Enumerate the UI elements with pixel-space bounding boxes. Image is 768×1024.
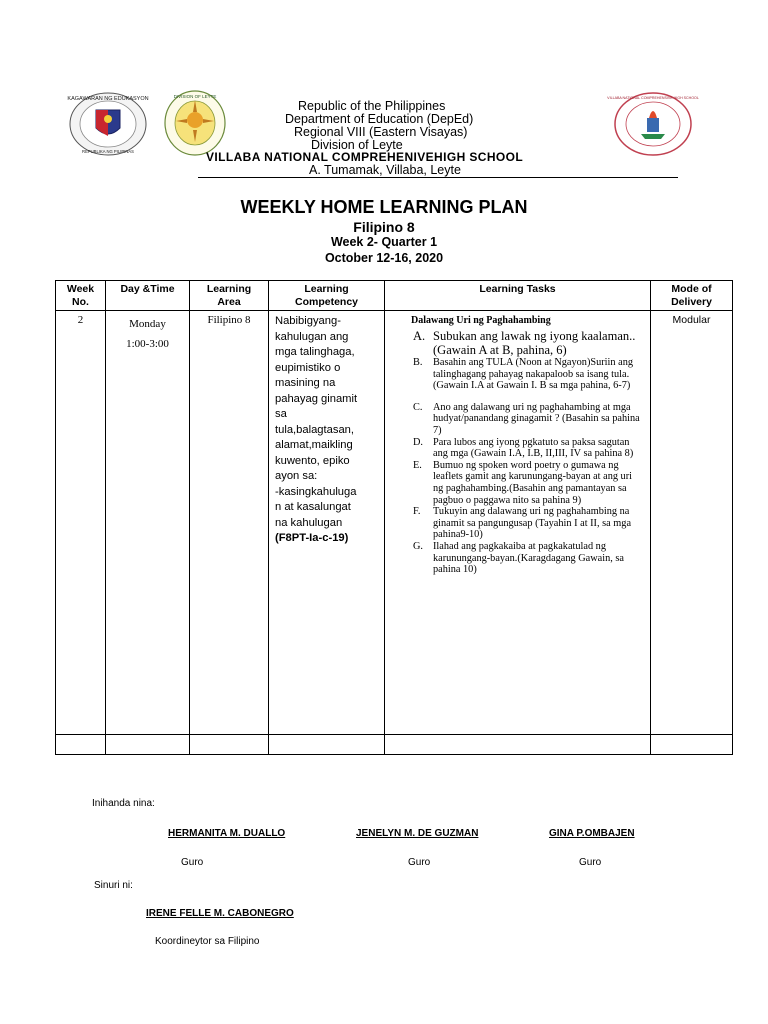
empty-cell bbox=[385, 735, 651, 755]
empty-cell bbox=[651, 735, 733, 755]
prepared-by-label: Inihanda nina: bbox=[92, 798, 155, 809]
tasks-title: Dalawang Uri ng Paghahambing bbox=[411, 315, 551, 326]
checked-by-label: Sinuri ni: bbox=[94, 880, 133, 891]
task-item: G. Ilahad ang pagkakaiba at pagkakatulad ng karunungang-bayan.(Karagdagang Gawain, sa pahina 10) bbox=[413, 540, 624, 576]
teacher-name-2: JENELYN M. DE GUZMAN bbox=[356, 828, 479, 839]
competency-line: -kasingkahuluga bbox=[275, 485, 357, 498]
day-label: Monday bbox=[129, 318, 166, 330]
competency-line: eupimistiko o bbox=[275, 361, 341, 374]
competency-line: alamat,maikling bbox=[275, 439, 353, 451]
competency-line: ayon sa: bbox=[275, 470, 318, 482]
task-item: D. Para lubos ang iyong pgkatuto sa paksa sagutan ang mga (Gawain I.A, I.B, II,III, IV sa pahina 8) bbox=[413, 436, 634, 460]
empty-cell bbox=[106, 735, 190, 755]
table-row-empty bbox=[56, 735, 733, 755]
cell-learning-tasks bbox=[385, 311, 651, 735]
cell-competency bbox=[269, 311, 385, 735]
teacher-name-1: HERMANITA M. DUALLO bbox=[168, 828, 286, 839]
teacher-role-1: Guro bbox=[181, 857, 204, 868]
task-item: A. Subukan ang lawak ng iyong kaalaman..(Gawain A at B, pahina, 6) bbox=[413, 329, 636, 357]
competency-line: kahulugan ang bbox=[275, 330, 349, 343]
division-of-leyte-seal-logo bbox=[164, 90, 226, 156]
competency-line: n at kasalungat bbox=[275, 501, 351, 513]
task-item: F. Tukuyin ang dalawang uri ng paghahambing na ginamit sa pangungusap (Tayahin I at II, sa mga pahina9-10) bbox=[413, 506, 632, 541]
school-seal-logo bbox=[607, 92, 699, 156]
page-title: WEEKLY HOME LEARNING PLAN bbox=[240, 197, 528, 217]
subject-title: Filipino 8 bbox=[353, 219, 415, 235]
teacher-role-3: Guro bbox=[579, 857, 602, 868]
header-divider bbox=[198, 177, 678, 178]
task-item: B. Basahin ang TULA (Noon at Ngayon)Suriin ang talinghagang pahayag nakapaloob sa isang tula. (Gawain I.A at Gawain I. B sa mga pahina, 6-7) bbox=[413, 357, 633, 392]
cell-day-time bbox=[106, 311, 190, 735]
time-label: 1:00-3:00 bbox=[126, 338, 169, 350]
cell-learning-area: Filipino 8 bbox=[190, 311, 269, 735]
competency-code: (F8PT-Ia-c-19) bbox=[275, 532, 349, 544]
tasks-list bbox=[385, 329, 650, 576]
cell-week: 2 bbox=[56, 311, 106, 735]
competency-line: na kahulugan bbox=[275, 516, 343, 529]
cell-mode-delivery: Modular bbox=[651, 311, 733, 735]
empty-cell bbox=[190, 735, 269, 755]
header-week: Week No. bbox=[56, 281, 106, 311]
header-republic: Republic of the Philippines bbox=[298, 99, 446, 113]
teacher-role-2: Guro bbox=[408, 857, 431, 868]
competency-line: Nabibigyang- bbox=[275, 315, 341, 327]
competency-line: pahayag ginamit bbox=[275, 392, 358, 405]
school-address: A. Tumamak, Villaba, Leyte bbox=[309, 163, 461, 177]
task-item: C. Ano ang dalawang uri ng paghahambing at mga hudyat/panandang ginagamit ? (Basahin sa pahina 7) bbox=[413, 401, 640, 436]
header-mode-delivery: Mode of Delivery bbox=[651, 281, 733, 311]
date-range: October 12-16, 2020 bbox=[324, 251, 444, 265]
header-competency: Learning Competency bbox=[269, 281, 385, 311]
competency-line: sa bbox=[275, 408, 287, 420]
competency-line: kuwento, epiko bbox=[275, 454, 350, 467]
reviewer-name: IRENE FELLE M. CABONEGRO bbox=[146, 908, 294, 919]
empty-cell bbox=[56, 735, 106, 755]
competency-line: tula,balagtasan, bbox=[275, 423, 354, 436]
competency-line: mga talinghaga, bbox=[275, 346, 355, 358]
header-learning-area: Learning Area bbox=[190, 281, 269, 311]
header-department: Department of Education (DepEd) bbox=[285, 112, 474, 126]
header-learning-tasks: Learning Tasks bbox=[385, 281, 651, 311]
teacher-name-3: GINA P.OMBAJEN bbox=[549, 828, 635, 839]
header-day-time: Day &Time bbox=[106, 281, 190, 311]
header-division: Division of Leyte bbox=[311, 138, 403, 152]
svg-text:KAGAWARAN NG EDUKASYON: KAGAWARAN NG EDUKASYON bbox=[67, 96, 149, 102]
task-item: E. Bumuo ng spoken word poetry o gumawa ng leaflets gamit ang karunungang-bayan at ang uri ng paghahambing.(Basahin ang pamantayan sa pagbuo o paggawa nito sa pahina 9) bbox=[413, 459, 632, 506]
week-quarter: Week 2- Quarter 1 bbox=[330, 235, 438, 249]
svg-text:VILLABA NATIONAL COMPREHENSIVE: VILLABA NATIONAL COMPREHENSIVE HIGH SCHOOL bbox=[607, 96, 699, 100]
competency-line: masining na bbox=[275, 377, 336, 389]
svg-text:DIVISION OF LEYTE: DIVISION OF LEYTE bbox=[173, 94, 217, 99]
header-region: Regional VIII (Eastern Visayas) bbox=[294, 125, 468, 139]
table-row bbox=[56, 311, 733, 735]
reviewer-role: Koordineytor sa Filipino bbox=[155, 936, 260, 947]
deped-seal-logo bbox=[68, 92, 148, 156]
table-header-row bbox=[56, 281, 733, 311]
empty-cell bbox=[269, 735, 385, 755]
learning-plan-table bbox=[55, 280, 733, 755]
svg-text:REPUBLIKA NG PILIPINAS: REPUBLIKA NG PILIPINAS bbox=[82, 149, 134, 154]
school-name: VILLABA NATIONAL COMPREHENIVEHIGH SCHOOL bbox=[206, 150, 524, 164]
